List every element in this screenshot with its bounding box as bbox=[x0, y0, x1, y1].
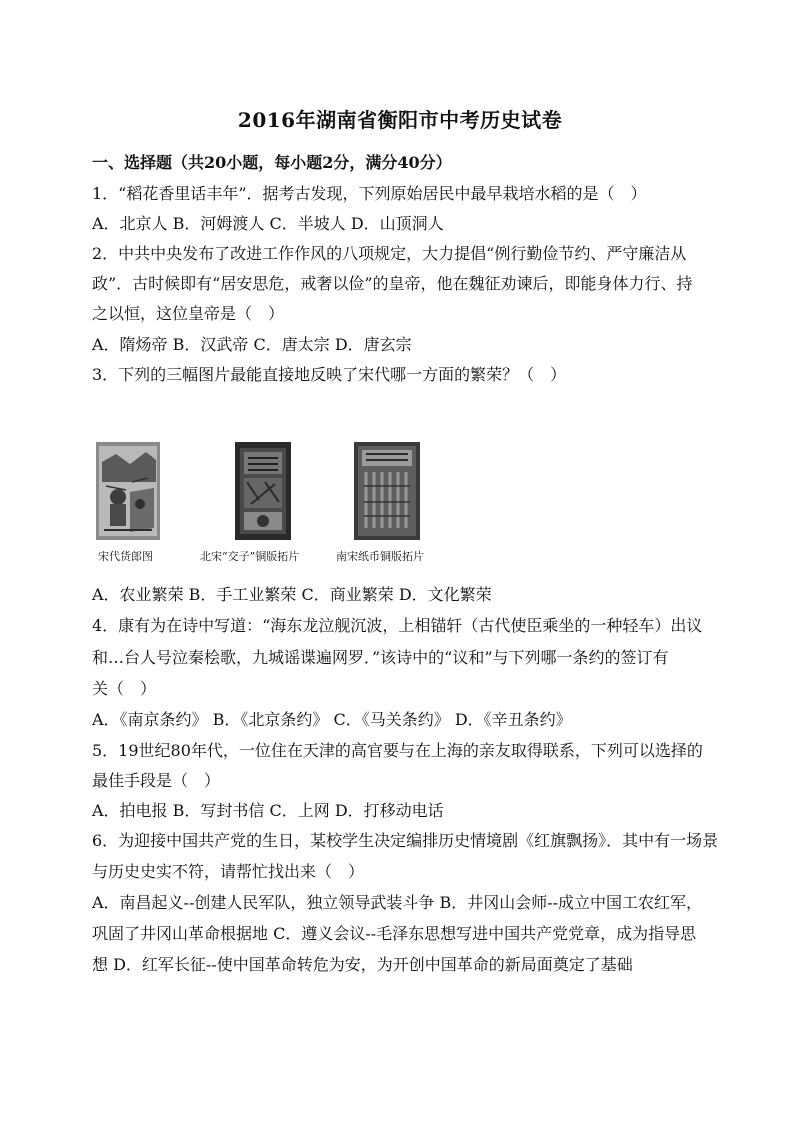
q2-options: A．隋炀帝 B．汉武帝 C．唐太宗 D．唐玄宗 bbox=[92, 335, 412, 354]
q2-stem-line3: 之以恒，这位皇帝是（ ） bbox=[92, 304, 285, 323]
q6-stem-line2: 与历史史实不符，请帮忙找出来（ ） bbox=[92, 862, 365, 881]
q2-stem-line2: 政”．古时候即有“居安思危，戒奢以俭”的皇帝，他在魏征劝谏后，即能身体力行、持 bbox=[92, 274, 693, 293]
q4-options: A．《南京条约》 B．《北京条约》 C．《马关条约》 D．《辛丑条约》 bbox=[92, 710, 572, 729]
figure-caption: 北宋“交子”铜版拓片 bbox=[200, 550, 300, 563]
exam-title: 2016年湖南省衡阳市中考历史试卷 bbox=[237, 108, 563, 132]
figure-jiaozi-rubbing bbox=[200, 442, 300, 563]
section-heading: 一、选择题（共20小题，每小题2分，满分40分） bbox=[92, 153, 452, 172]
q5-options: A．拍电报 B．写封书信 C．上网 D．打移动电话 bbox=[92, 801, 444, 820]
q6-options-line1: A．南昌起义--创建人民军队，独立领导武装斗争 B．井冈山会师--成立中国工农红军， bbox=[92, 893, 703, 912]
q1-stem: 1．“稻花香里话丰年”．据考古发现，下列原始居民中最早栽培水稻的是（ ） bbox=[92, 184, 647, 203]
q6-options-line3: 想 D．红军长征--使中国革命转危为安，为开创中国革命的新局面奠定了基础 bbox=[92, 955, 633, 974]
q4-stem-line3: 关（ ） bbox=[92, 679, 157, 698]
q6-stem-line1: 6．为迎接中国共产党的生日，某校学生决定编排历史情境剧《红旗飘扬》．其中有一场景 bbox=[92, 831, 719, 850]
figure-southern-song-note bbox=[336, 442, 424, 563]
q2-stem-line1: 2．中共中央发布了改进工作作风的八项规定，大力提倡“例行勤俭节约、严守廉洁从 bbox=[92, 244, 687, 263]
q4-stem-line1: 4．康有为在诗中写道：“海东龙泣舰沉波，上相锚轩（古代使臣乘坐的一种轻车）出议 bbox=[92, 616, 703, 635]
q3-stem: 3．下列的三幅图片最能直接地反映了宋代哪一方面的繁荣？（ ） bbox=[92, 365, 567, 384]
figure-caption: 南宋纸币铜版拓片 bbox=[336, 550, 424, 563]
q4-stem-line2: 和…台人号泣秦桧歌，九城谣谍遍网罗．”该诗中的“议和”与下列哪一条约的签订有 bbox=[92, 648, 669, 667]
q3-options: A．农业繁荣 B．手工业繁荣 C．商业繁荣 D．文化繁荣 bbox=[92, 585, 492, 604]
jiaozi-rubbing-image bbox=[235, 442, 291, 540]
figure-peddler-painting bbox=[96, 442, 160, 563]
figure-caption: 宋代货郎图 bbox=[98, 550, 153, 563]
q1-options: A．北京人 B．河姆渡人 C．半坡人 D．山顶洞人 bbox=[92, 214, 444, 233]
peddler-painting-image bbox=[96, 442, 160, 540]
q3-figures bbox=[92, 442, 472, 567]
song-banknote-rubbing-image bbox=[354, 442, 420, 540]
q5-stem-line2: 最佳手段是（ ） bbox=[92, 771, 221, 790]
q6-options-line2: 巩固了井冈山革命根据地 C．遵义会议--毛泽东思想写进中国共产党党章，成为指导思 bbox=[92, 924, 697, 943]
q5-stem-line1: 5．19世纪80年代，一位住在天津的高官要与在上海的亲友取得联系，下列可以选择的 bbox=[92, 741, 703, 760]
